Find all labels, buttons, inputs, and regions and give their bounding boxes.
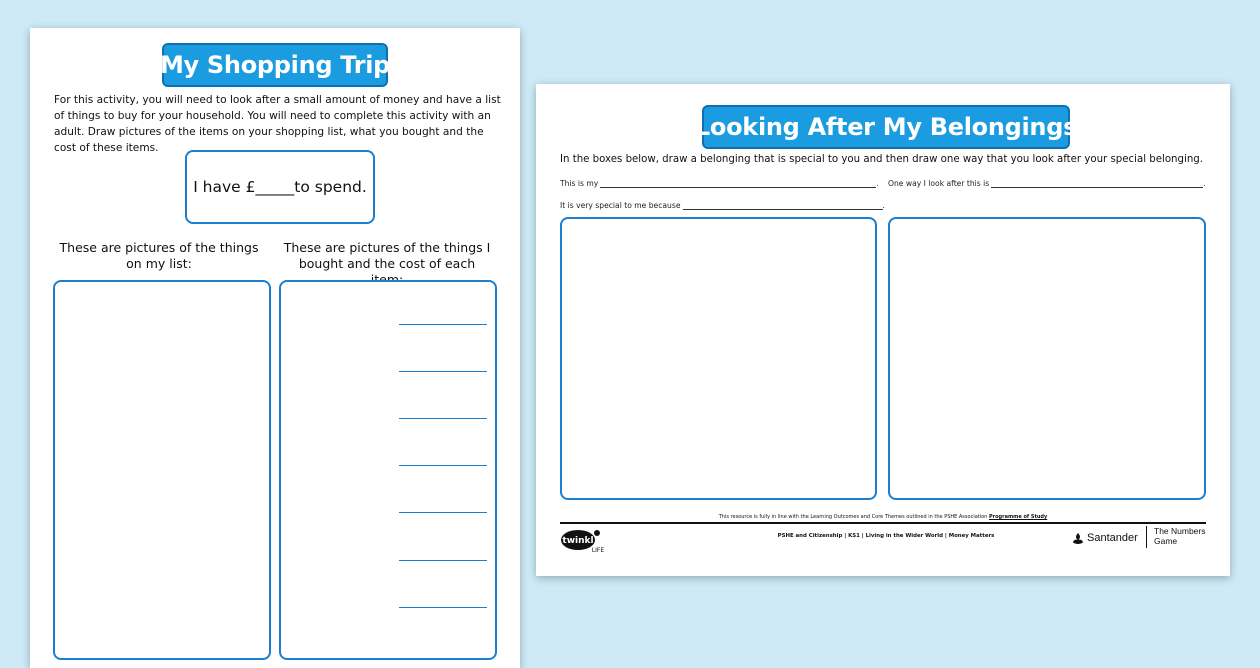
price-line[interactable] bbox=[399, 512, 487, 513]
santander-flame-icon bbox=[1072, 532, 1084, 545]
price-line[interactable] bbox=[399, 465, 487, 466]
price-line[interactable] bbox=[399, 324, 487, 325]
activity-instructions: In the boxes below, draw a belonging that is special to you and then draw one way that you look after your special belonging. bbox=[560, 154, 1203, 165]
look-after-field[interactable] bbox=[888, 179, 1206, 188]
compliance-note bbox=[560, 514, 1206, 520]
care-drawing-box[interactable] bbox=[888, 217, 1206, 500]
brand-divider bbox=[1146, 526, 1147, 548]
curriculum-footer: PSHE and Citizenship | KS1 | Living in the Wider World | Money Matters bbox=[777, 533, 995, 539]
write-line[interactable] bbox=[991, 179, 1206, 188]
price-line[interactable] bbox=[399, 371, 487, 372]
line-end: . bbox=[882, 201, 885, 210]
numbers-game-logo: The Numbers Game bbox=[1154, 526, 1206, 546]
write-line[interactable] bbox=[683, 201, 883, 210]
belongings-worksheet bbox=[536, 84, 1230, 576]
svg-text:twinkl: twinkl bbox=[562, 536, 594, 546]
price-line[interactable] bbox=[399, 607, 487, 608]
field-label: This is my bbox=[560, 179, 599, 188]
budget-blank: _____ bbox=[255, 178, 295, 196]
shopping-trip-worksheet bbox=[30, 28, 520, 668]
line-end: . bbox=[876, 179, 879, 188]
special-because-field[interactable] bbox=[560, 201, 885, 210]
field-label: One way I look after this is bbox=[888, 179, 990, 188]
worksheet-title: My Shopping Trip bbox=[162, 43, 388, 87]
line-end: . bbox=[1203, 179, 1206, 188]
activity-instructions: For this activity, you will need to look after a small amount of money and have a list of things to buy for your household. You will need to complete this activity with an adult. Draw pictures of the items on your shopping list, what you bought and the cost of these items. bbox=[54, 94, 501, 154]
twinkl-life-logo bbox=[560, 525, 604, 555]
compliance-text: This resource is fully in line with the Learning Outcomes and Core Themes outlined in the PSHE Association bbox=[718, 514, 988, 520]
list-column-heading: These are pictures of the things on my list: bbox=[59, 240, 259, 271]
santander-logo bbox=[1072, 531, 1138, 545]
field-label: It is very special to me because bbox=[560, 201, 681, 210]
budget-suffix: to spend. bbox=[294, 178, 367, 196]
budget-box[interactable] bbox=[185, 150, 375, 224]
shopping-list-drawing-box[interactable] bbox=[53, 280, 271, 660]
price-line[interactable] bbox=[399, 418, 487, 419]
footer-divider bbox=[560, 522, 1206, 524]
svg-text:LIFE: LIFE bbox=[591, 547, 604, 554]
programme-link[interactable]: Programme of Study bbox=[988, 514, 1048, 520]
bought-items-drawing-box[interactable] bbox=[279, 280, 497, 660]
belonging-drawing-box[interactable] bbox=[560, 217, 877, 500]
price-line[interactable] bbox=[399, 560, 487, 561]
santander-wordmark: Santander bbox=[1087, 532, 1138, 544]
budget-label: I have £ bbox=[193, 178, 256, 196]
this-is-my-field[interactable] bbox=[560, 179, 879, 188]
worksheet-title: Looking After My Belongings bbox=[702, 105, 1070, 149]
write-line[interactable] bbox=[600, 179, 879, 188]
bought-column-heading: These are pictures of the things I bought and the cost of each bbox=[283, 240, 491, 271]
